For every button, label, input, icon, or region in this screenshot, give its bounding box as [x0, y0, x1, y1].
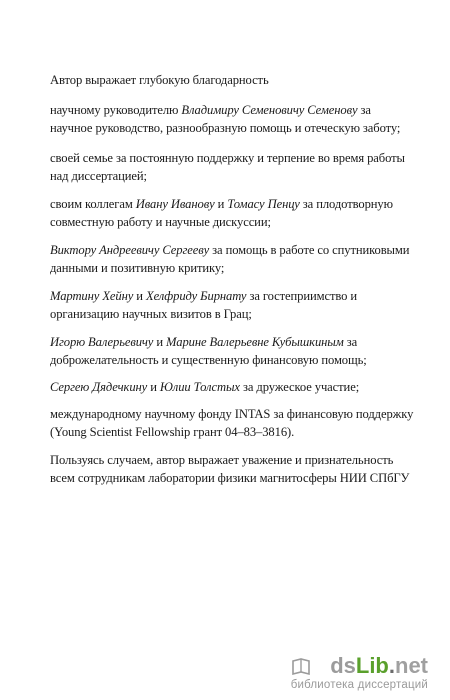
ack-name-2: Томасу Пенцу: [227, 197, 300, 211]
acknowledgement-paragraph: [50, 333, 415, 369]
ack-text-mid: и: [214, 197, 228, 211]
ack-text-before: международному научному фонду INTAS за финансовую поддержку (Young Scientist Fellowship грант 04–83–3816).: [50, 407, 414, 439]
ack-name-2: Хелфриду Бирнату: [145, 289, 247, 303]
acknowledgement-paragraph: [50, 149, 415, 185]
watermark-logo: [330, 653, 428, 679]
logo-dot: .: [388, 653, 395, 678]
ack-name-1: Мартину Хейну: [50, 289, 134, 303]
ack-text-after: за гостеприимство и организацию научных визитов в Грац;: [50, 289, 358, 321]
intro-text: Автор выражает глубокую благодарность: [50, 73, 269, 87]
logo-lib: Lib: [355, 653, 389, 678]
ack-text-after: за дружеское участие;: [239, 380, 360, 394]
acknowledgement-paragraph: [50, 405, 415, 441]
ack-text-after: за доброжелательность и существенную финансовую помощь;: [50, 335, 367, 367]
ack-name-2: Марине Валерьевне Кубышкиным: [166, 335, 344, 349]
ack-name-2: Юлии Толстых: [159, 380, 240, 394]
acknowledgement-paragraph: [50, 378, 415, 396]
ack-text-before: своим коллегам: [50, 197, 136, 211]
logo-net: net: [395, 653, 428, 678]
ack-text-after: за плодотворную совместную работу и научные дискуссии;: [50, 197, 393, 229]
closing-paragraph: [50, 451, 415, 487]
ack-name-1: Владимиру Семеновичу Семенову: [181, 103, 358, 117]
ack-name-1: Игорю Валерьевичу: [50, 335, 154, 349]
acknowledgement-paragraph: [50, 241, 415, 277]
acknowledgement-paragraph: [50, 287, 415, 323]
acknowledgement-paragraph: [50, 101, 415, 137]
ack-text-after: за помощь в работе со спутниковыми данными и позитивную критику;: [50, 243, 410, 275]
ack-text-mid: и: [133, 289, 146, 303]
acknowledgement-paragraph: [50, 195, 415, 231]
ack-text-before: Пользуясь случаем, автор выражает уважение и признательность всем сотрудникам лаборатории физики магнитосферы НИИ СПбГУ: [50, 453, 410, 485]
intro-line: [50, 71, 415, 89]
ack-text-after: за научное руководство, разнообразную помощь и отеческую заботу;: [50, 103, 401, 135]
ack-text-mid: и: [153, 335, 167, 349]
ack-name-1: Виктору Андреевичу Сергееву: [50, 243, 210, 257]
ack-text-before: своей семье за постоянную поддержку и терпение во время работы над диссертацией;: [50, 151, 405, 183]
dslib-watermark: [218, 653, 428, 695]
book-icon: [290, 656, 312, 678]
watermark-subtitle: библиотека диссертаций: [290, 679, 428, 691]
ack-text-mid: и: [147, 380, 160, 394]
ack-text-before: научному руководителю: [50, 103, 182, 117]
ack-name-1: Ивану Иванову: [135, 197, 215, 211]
logo-ds: ds: [330, 653, 356, 678]
ack-name-1: Сергею Дядечкину: [50, 380, 148, 394]
